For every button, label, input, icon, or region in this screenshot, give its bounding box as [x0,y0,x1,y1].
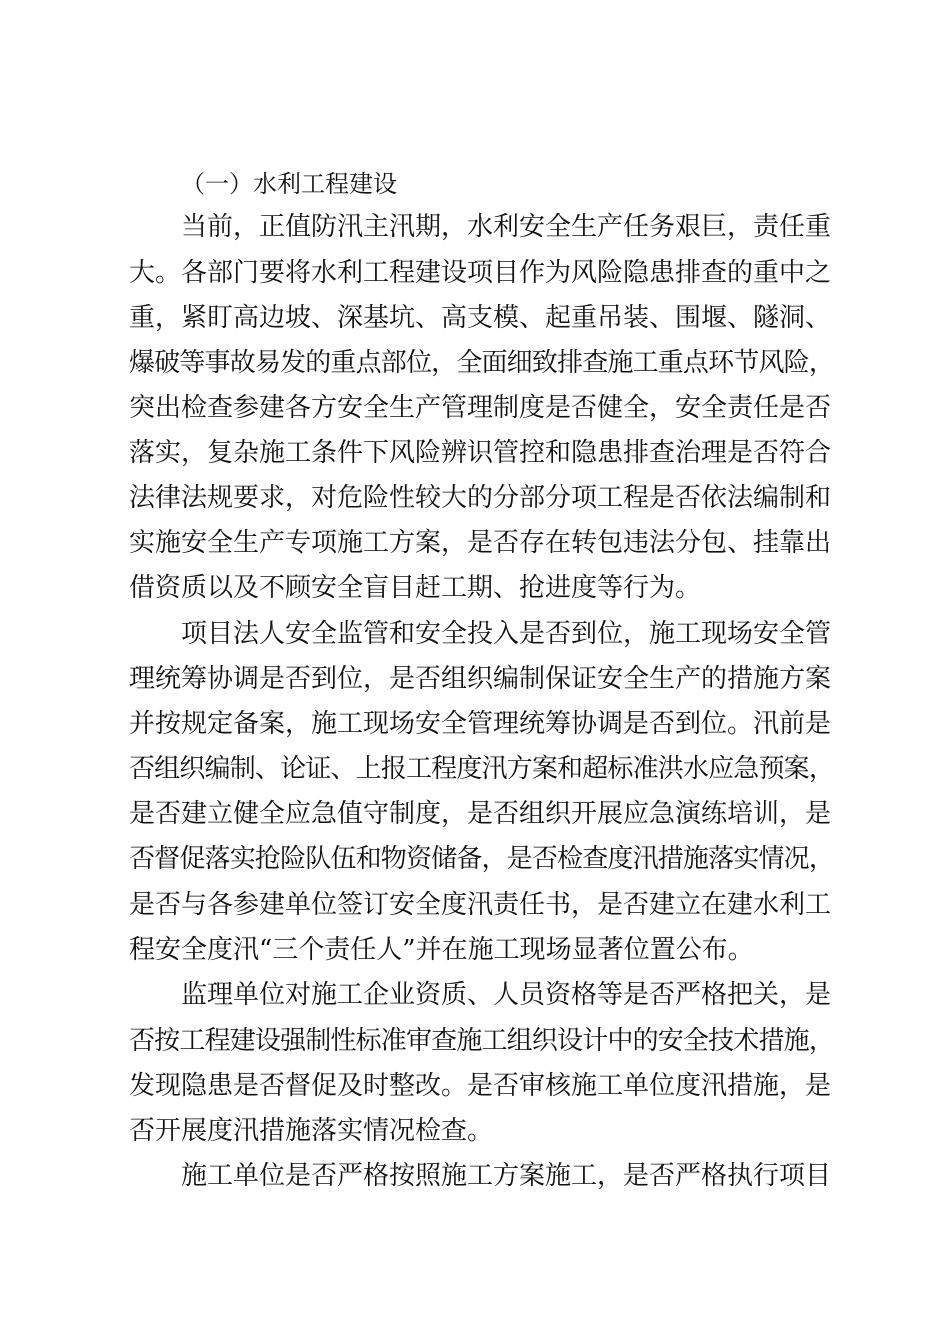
paragraph-2-line-1: 项目法人安全监管和安全投入是否到位，施工现场安全管 [181,619,832,649]
paragraph-1-line-8: 实施安全生产专项施工方案，是否存在转包违法分包、挂靠出 [129,528,832,558]
paragraph-2-line-4: 否组织编制、论证、上报工程度汛方案和超标准洪水应急预案， [129,754,835,784]
paragraph-1-line-1: 当前，正值防汛主汛期，水利安全生产任务艰巨，责任重 [181,212,832,242]
paragraph-1-line-7: 法律法规要求，对危险性较大的分部分项工程是否依法编制和 [129,483,832,513]
paragraph-1-line-9: 借资质以及不顾安全盲目赶工期、抢进度等行为。 [129,573,702,603]
paragraph-2-line-3: 并按规定备案，施工现场安全管理统筹协调是否到位。汛前是 [129,709,832,739]
paragraph-2-line-5: 是否建立健全应急值守制度，是否组织开展应急演练培训，是 [129,799,832,829]
paragraph-2-line-6: 否督促落实抢险队伍和物资储备，是否检查度汛措施落实情况， [129,844,835,874]
paragraph-3-line-4: 否开展度汛措施落实情况检查。 [129,1116,494,1146]
paragraph-2-line-7: 是否与各参建单位签订安全度汛责任书，是否建立在建水利工 [129,890,832,920]
paragraph-3-line-2: 否按工程建设强制性标准审查施工组织设计中的安全技术措施， [129,1026,835,1056]
paragraph-1-line-6: 落实，复杂施工条件下风险辨识管控和隐患排查治理是否符合 [129,438,832,468]
paragraph-3-line-1: 监理单位对施工企业资质、人员资格等是否严格把关，是 [181,980,832,1010]
paragraph-3-line-3: 发现隐患是否督促及时整改。是否审核施工单位度汛措施，是 [129,1071,832,1101]
paragraph-1-line-3: 重，紧盯高边坡、深基坑、高支模、起重吊装、围堰、隧洞、 [129,303,832,333]
paragraph-1-line-2: 大。各部门要将水利工程建设项目作为风险隐患排查的重中之 [129,258,832,288]
paragraph-2-line-8: 程安全度汛“三个责任人”并在施工现场显著位置公布。 [129,935,754,965]
section-heading: （一）水利工程建设 [181,170,397,198]
paragraph-2-line-2: 理统筹协调是否到位，是否组织编制保证安全生产的措施方案 [129,664,832,694]
paragraph-4-line-1: 施工单位是否严格按照施工方案施工，是否严格执行项目 [181,1161,832,1191]
paragraph-1-line-4: 爆破等事故易发的重点部位，全面细致排查施工重点环节风险， [129,348,835,378]
paragraph-1-line-5: 突出检查参建各方安全生产管理制度是否健全，安全责任是否 [129,393,832,423]
